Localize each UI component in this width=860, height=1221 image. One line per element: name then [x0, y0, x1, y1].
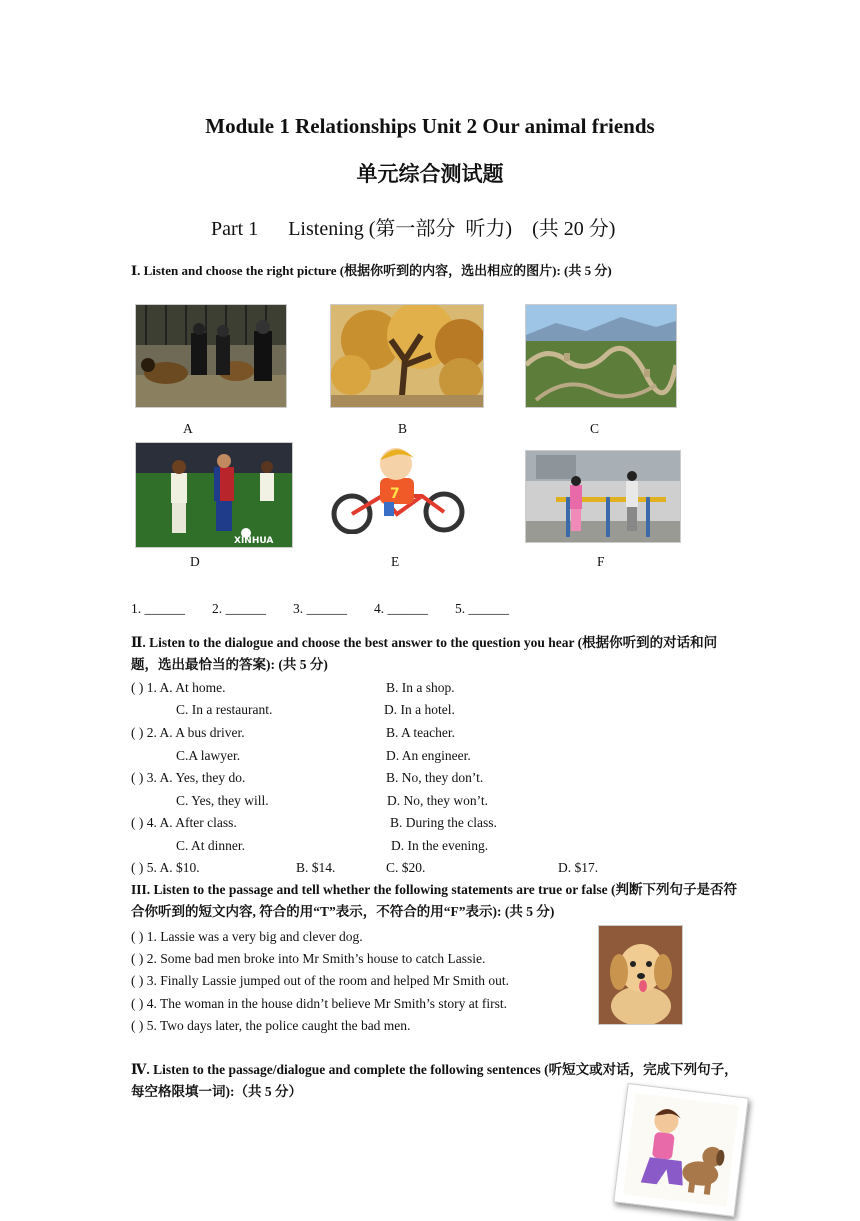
svg-text:7: 7	[390, 486, 400, 502]
q5-option-b: B. $14.	[296, 860, 336, 875]
q5-option-c: C. $20.	[386, 860, 426, 875]
picture-label-a: A	[183, 421, 193, 436]
section4-heading: Ⅳ. Listen to the passage/dialogue and complete the following sentences (听短文或对话，完成下列句子，每空格限填一词):（共 5 分）	[131, 1062, 738, 1099]
q2-option-c: C.A lawyer.	[176, 748, 241, 763]
part-heading: Part 1 Listening (第一部分 听力) (共 20 分)	[211, 218, 616, 240]
statement-4: ( ) 4. The woman in the house didn’t believe Mr Smith’s story at first.	[131, 996, 507, 1011]
q4-option-a: ( ) 4. A. After class.	[131, 815, 237, 830]
q5-option-d: D. $17.	[558, 860, 599, 875]
picture-police-dogs	[135, 304, 287, 408]
statement-5: ( ) 5. Two days later, the police caught the bad men.	[131, 1018, 411, 1033]
picture-label-b: B	[398, 421, 408, 436]
page-title: Module 1 Relationships Unit 2 Our animal friends	[205, 114, 655, 138]
page-subtitle: 单元综合测试题	[356, 162, 504, 186]
picture-label-f: F	[597, 554, 605, 569]
q2-option-a: ( ) 2. A. A bus driver.	[131, 725, 245, 740]
picture-girl-with-dog	[613, 1083, 749, 1217]
picture-great-wall	[525, 304, 677, 408]
q1-option-d: D. In a hotel.	[384, 702, 455, 717]
q5-option-a: ( ) 5. A. $10.	[131, 860, 200, 875]
picture-autumn-tree	[330, 304, 484, 408]
picture-label-d: D	[190, 554, 200, 569]
section2-heading: Ⅱ. Listen to the dialogue and choose the best answer to the question you hear (根据你听到的对话和问题，选出最恰当的答案): (共 5 分)	[131, 635, 718, 672]
q3-option-b: B. No, they don’t.	[386, 770, 484, 785]
q2-option-b: B. A teacher.	[386, 725, 455, 740]
picture-label-c: C	[590, 421, 600, 436]
picture-label-e: E	[391, 554, 400, 569]
svg-text:XINHUA: XINHUA	[234, 536, 274, 546]
q3-option-a: ( ) 3. A. Yes, they do.	[131, 770, 246, 785]
q4-option-b: B. During the class.	[390, 815, 497, 830]
statement-1: ( ) 1. Lassie was a very big and clever dog.	[131, 929, 363, 944]
q4-option-c: C. At dinner.	[176, 838, 246, 853]
q3-option-d: D. No, they won’t.	[387, 793, 488, 808]
q1-option-a: ( ) 1. A. At home.	[131, 680, 226, 695]
q1-option-c: C. In a restaurant.	[176, 702, 273, 717]
q3-option-c: C. Yes, they will.	[176, 793, 269, 808]
section1-heading: Ⅰ. Listen and choose the right picture (根据你听到的内容，选出相应的图片): (共 5 分)	[131, 263, 612, 278]
picture-boy-on-bicycle	[322, 444, 472, 534]
statement-3: ( ) 3. Finally Lassie jumped out of the room and helped Mr Smith out.	[131, 973, 509, 988]
picture-puppy	[598, 925, 683, 1025]
section3-heading: III. Listen to the passage and tell whether the following statements are true or false (判断下列句子是否符合你听到的短文内容, 符合的用“T”表示，不符合的用“F”表示): (共 5 分)	[131, 882, 737, 919]
statement-2: ( ) 2. Some bad men broke into Mr Smith’s house to catch Lassie.	[131, 951, 486, 966]
q4-option-d: D. In the evening.	[391, 838, 489, 853]
section1-answer-blanks[interactable]: 1. ______ 2. ______ 3. ______ 4. ______ 5. ______	[131, 601, 509, 616]
q2-option-d: D. An engineer.	[386, 748, 471, 763]
q1-option-b: B. In a shop.	[386, 680, 455, 695]
picture-football-match	[135, 442, 293, 548]
picture-children-playground	[525, 450, 681, 543]
